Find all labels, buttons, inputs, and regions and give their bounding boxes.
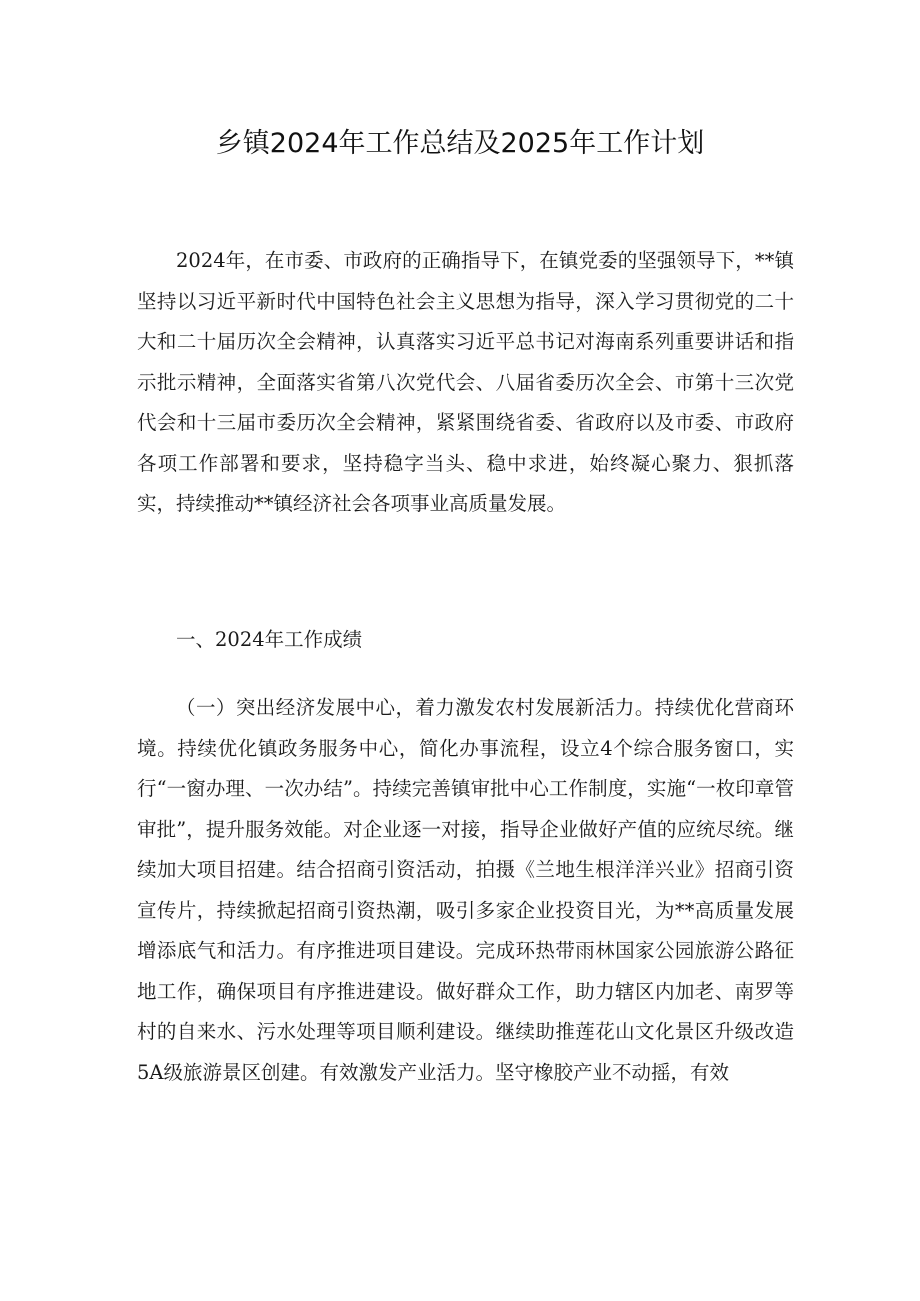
document-title: 乡镇2024年工作总结及2025年工作计划 — [215, 128, 705, 159]
section-paragraph-economic-development: （一）突出经济发展中心，着力激发农村发展新活力。持续优化营商环境。持续优化镇政务服务中心，简化办事流程，设立4个综合服务窗口，实行“一窗办理、一次办结”。持续完善镇审批中心工作制度，实施“一枚印章管审批”，提升服务效能。对企业逐一对接，指导企业做好产值的应统尽统。继续加大项目招建。结合招商引资活动，拍摄《兰地生根洋洋兴业》招商引资宣传片，持续掀起招商引资热潮，吸引多家企业投资目光，为**高质量发展增添底气和活力。有序推进项目建设。完成环热带雨林国家公园旅游公路征地工作，确保项目有序推进建设。做好群众工作，助力辖区内加老、南罗等村的自来水、污水处理等项目顺利建设。继续助推莲花山文化景区升级改造5A级旅游景区创建。有效激发产业活力。坚守橡胶产业不动摇，有效 — [137, 696, 794, 1084]
intro-paragraph: 2024年，在市委、市政府的正确指导下，在镇党委的坚强领导下，**镇坚持以习近平新时代中国特色社会主义思想为指导，深入学习贯彻党的二十大和二十届历次全会精神，认真落实习近平总书记对海南系列重要讲话和指示批示精神，全面落实省第八次党代会、八届省委历次全会、市第十三次党代会和十三届市委历次全会精神，紧紧围绕省委、省政府以及市委、市政府各项工作部署和要求，坚持稳字当头、稳中求进，始终凝心聚力、狠抓落实，持续推动**镇经济社会各项事业高质量发展。 — [137, 249, 794, 515]
section-heading-achievements: 一、2024年工作成绩 — [176, 628, 363, 651]
